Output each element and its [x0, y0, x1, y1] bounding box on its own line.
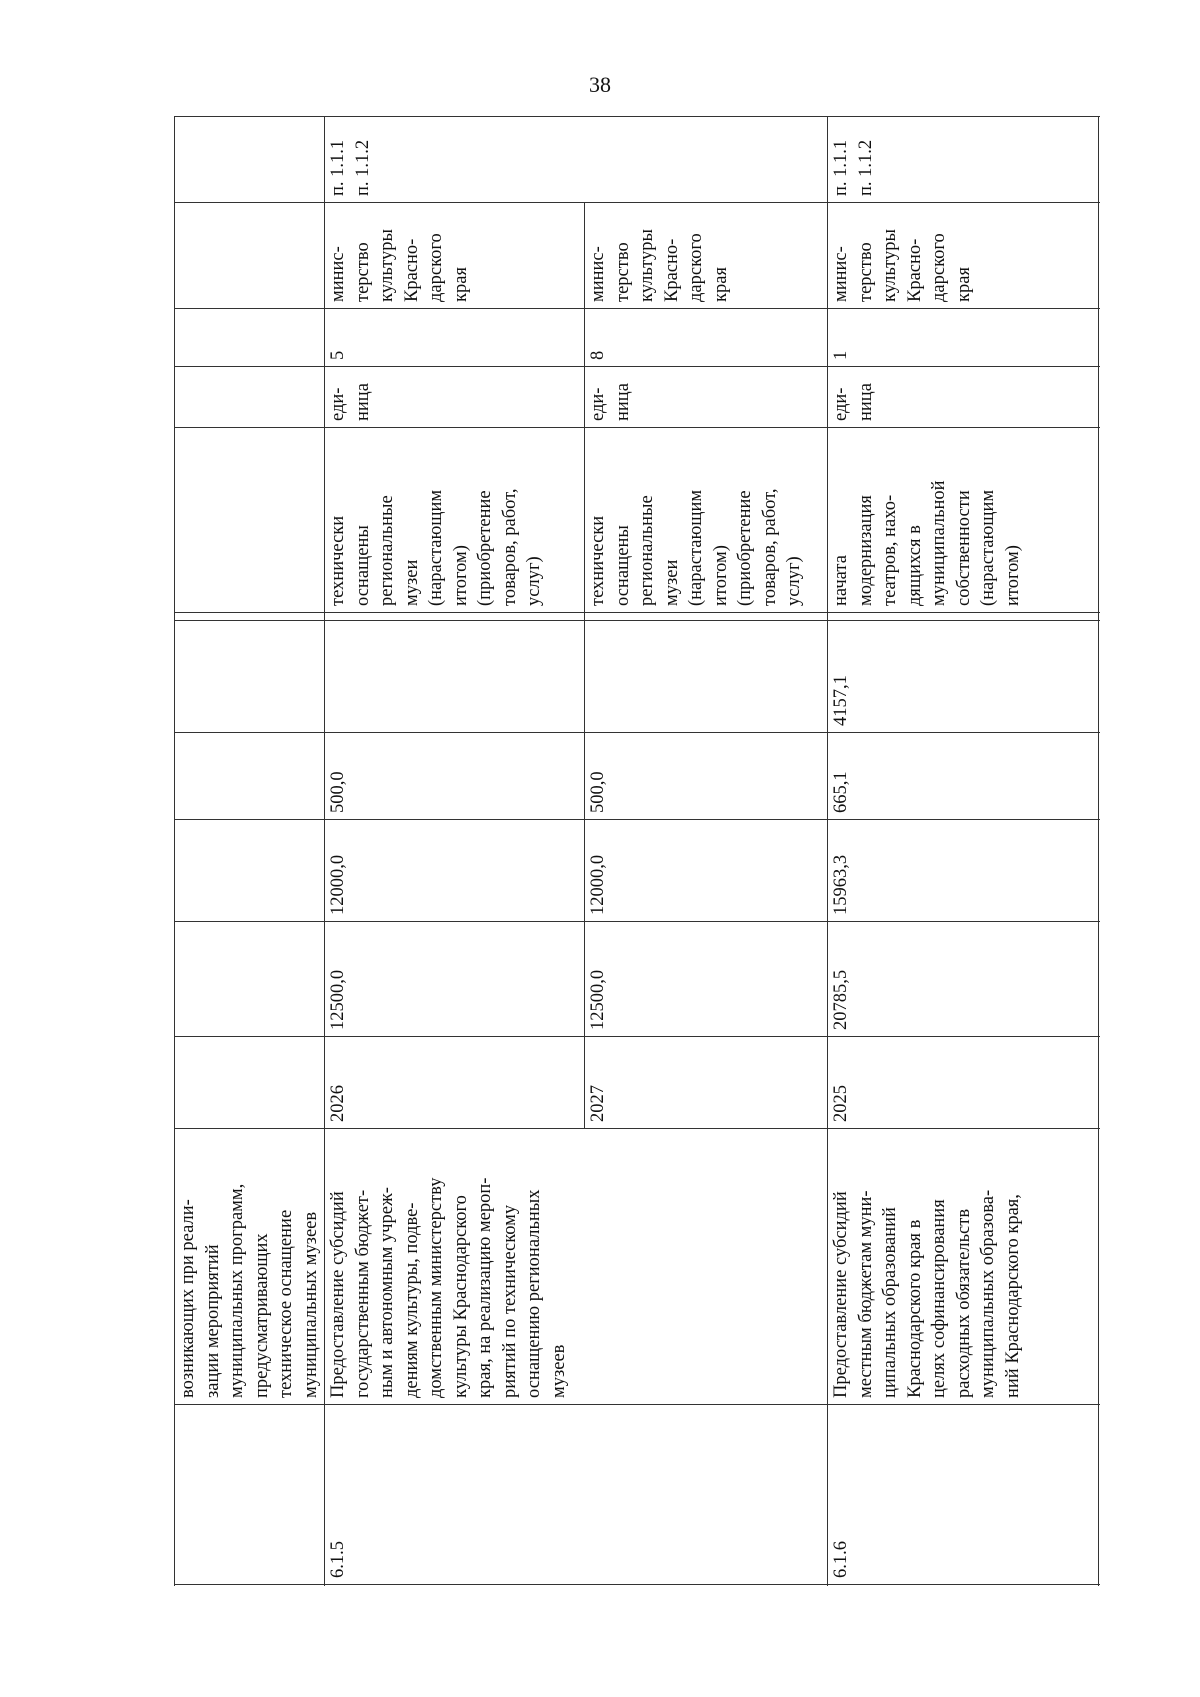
- text-line: края, на реализацию мероп-: [475, 1177, 495, 1398]
- local-cell-2026: [324, 732, 584, 819]
- border-line: [1098, 116, 1099, 1586]
- text-line: 1: [831, 350, 851, 360]
- local-cell-2027: [584, 732, 827, 819]
- text-line: товаров, работ,: [759, 488, 780, 606]
- text-line: муниципальных образова-: [978, 1189, 998, 1398]
- text-line: услуг): [524, 556, 544, 606]
- text-line: товаров, работ,: [499, 488, 520, 606]
- text-line: ница: [855, 383, 876, 421]
- text-line: ний Краснодарского края,: [1002, 1194, 1023, 1398]
- text-line: дарского: [686, 233, 706, 302]
- text-line: риятий по техническому: [499, 1204, 520, 1398]
- text-line: терство: [612, 242, 633, 302]
- text-line: (нарастающим: [978, 489, 998, 606]
- text-line: региональные: [377, 495, 397, 606]
- row-number-615: [324, 1404, 584, 1584]
- text-line: оснащению региональных: [524, 1189, 544, 1398]
- text-line: Предоставление субсидий: [328, 1191, 348, 1398]
- text-line: (приобретение: [475, 490, 495, 606]
- text-line: региональные: [637, 495, 657, 606]
- indicator-cell-2027: [584, 427, 827, 612]
- indicator-cell-2025: [827, 427, 1098, 612]
- text-line: 6.1.6: [831, 1541, 851, 1578]
- total-cell-2026: [324, 921, 584, 1036]
- executor-cell-2025: [827, 202, 1098, 308]
- text-line: музеи: [661, 559, 682, 606]
- text-line: местным бюджетам муни-: [855, 1190, 876, 1398]
- text-line: края: [953, 267, 974, 302]
- text-line: ница: [612, 383, 633, 421]
- text-line: итогом): [1002, 545, 1023, 606]
- text-line: края: [450, 267, 471, 302]
- text-line: минис-: [328, 246, 348, 302]
- year-cell-2026: [324, 1036, 584, 1128]
- text-line: муниципальных музеев: [300, 1211, 321, 1398]
- text-line: культуры: [880, 229, 900, 302]
- text-line: театров, нахо-: [880, 494, 900, 606]
- unit-cell-2026: [324, 366, 584, 427]
- total-cell-2025: [827, 921, 1098, 1036]
- text-line: дарского: [929, 233, 949, 302]
- text-line: дениям культуры, подве-: [401, 1202, 422, 1398]
- text-line: модернизация: [855, 495, 876, 606]
- text-line: Краснодарского края в: [904, 1219, 925, 1398]
- text-line: еди-: [831, 387, 851, 421]
- value-cell-2026: [324, 308, 584, 366]
- executor-cell-2026: [324, 202, 584, 308]
- text-line: технически: [328, 515, 348, 606]
- header-name-cell: [174, 1128, 324, 1404]
- regional-cell-2026: [324, 819, 584, 921]
- value-cell-2025: [827, 308, 1098, 366]
- value-cell-2027: [584, 308, 827, 366]
- text-line: минис-: [588, 246, 608, 302]
- total-cell-2027: [584, 921, 827, 1036]
- text-line: минис-: [831, 246, 851, 302]
- text-line: начата: [831, 555, 851, 606]
- year-cell-2025: [827, 1036, 1098, 1128]
- local-cell-2025: [827, 732, 1098, 819]
- text-line: возникающих при реали-: [178, 1199, 198, 1398]
- text-line: 6.1.5: [328, 1541, 348, 1578]
- text-line: п. 1.1.2: [352, 139, 373, 196]
- text-line: (нарастающим: [426, 489, 446, 606]
- page-number: 38: [589, 72, 611, 97]
- text-line: терство: [352, 242, 373, 302]
- text-line: 2027: [588, 1085, 608, 1122]
- program-table: [174, 116, 1100, 1586]
- unit-cell-2027: [584, 366, 827, 427]
- text-line: Красно-: [401, 238, 422, 302]
- text-line: Красно-: [904, 238, 925, 302]
- text-line: еди-: [328, 387, 348, 421]
- text-line: терство: [855, 242, 876, 302]
- text-line: техническое оснащение: [276, 1209, 296, 1398]
- text-line: дящихся в: [904, 525, 925, 606]
- row-number-616: [827, 1404, 1098, 1584]
- text-line: 20785,5: [831, 969, 851, 1030]
- text-line: 12000,0: [328, 854, 348, 915]
- text-line: 500,0: [328, 771, 348, 813]
- text-line: дарского: [426, 233, 446, 302]
- text-line: собственности: [953, 490, 974, 606]
- text-line: 665,1: [831, 771, 851, 813]
- executor-cell-2027: [584, 202, 827, 308]
- row-name-616: [827, 1128, 1098, 1404]
- text-line: итогом): [450, 545, 471, 606]
- text-line: целях софинансирования: [929, 1199, 949, 1398]
- text-line: государственным бюджет-: [352, 1189, 373, 1398]
- indicator-cell-2026: [324, 427, 584, 612]
- text-line: муниципальных программ,: [227, 1183, 247, 1398]
- ref-cell-615: [324, 116, 584, 202]
- text-line: оснащены: [612, 525, 633, 606]
- ref-cell-616: [827, 116, 1098, 202]
- text-line: 2025: [831, 1085, 851, 1122]
- text-line: п. 1.1.1: [831, 139, 851, 196]
- unit-cell-2025: [827, 366, 1098, 427]
- text-line: ципальных образований: [880, 1207, 900, 1398]
- text-line: п. 1.1.2: [855, 139, 876, 196]
- text-line: культуры Краснодарского: [450, 1195, 471, 1398]
- text-line: культуры: [637, 229, 657, 302]
- text-line: зации мероприятий: [202, 1244, 223, 1398]
- border-line: [174, 1584, 1100, 1585]
- text-line: муниципальной: [929, 480, 949, 606]
- text-line: культуры: [377, 229, 397, 302]
- text-line: Предоставление субсидий: [831, 1191, 851, 1398]
- text-line: 12500,0: [588, 969, 608, 1030]
- text-line: технически: [588, 515, 608, 606]
- text-line: еди-: [588, 387, 608, 421]
- text-line: п. 1.1.1: [328, 139, 348, 196]
- text-line: 15963,3: [831, 854, 851, 915]
- text-line: музеев: [548, 1344, 569, 1398]
- text-line: ным и автономным учреж-: [377, 1187, 397, 1398]
- text-line: (приобретение: [735, 490, 755, 606]
- text-line: оснащены: [352, 525, 373, 606]
- regional-cell-2025: [827, 819, 1098, 921]
- text-line: 12000,0: [588, 854, 608, 915]
- text-line: 2026: [328, 1085, 348, 1122]
- text-line: ница: [352, 383, 373, 421]
- regional-cell-2027: [584, 819, 827, 921]
- text-line: предусматривающих: [251, 1233, 272, 1398]
- text-line: (нарастающим: [686, 489, 706, 606]
- text-line: 8: [588, 350, 608, 360]
- text-line: расходных обязательств: [953, 1208, 974, 1398]
- text-line: итогом): [710, 545, 731, 606]
- text-line: 12500,0: [328, 969, 348, 1030]
- text-line: музеи: [401, 559, 422, 606]
- text-line: 5: [328, 350, 348, 360]
- text-line: услуг): [784, 556, 804, 606]
- text-line: 4157,1: [831, 675, 851, 726]
- grid-line: [174, 612, 1100, 613]
- text-line: домственным министерству: [426, 1177, 446, 1398]
- federal-cell-2025: [827, 620, 1098, 732]
- row-name-615: [324, 1128, 584, 1404]
- text-line: края: [710, 267, 731, 302]
- text-line: Красно-: [661, 238, 682, 302]
- text-line: 500,0: [588, 771, 608, 813]
- year-cell-2027: [584, 1036, 827, 1128]
